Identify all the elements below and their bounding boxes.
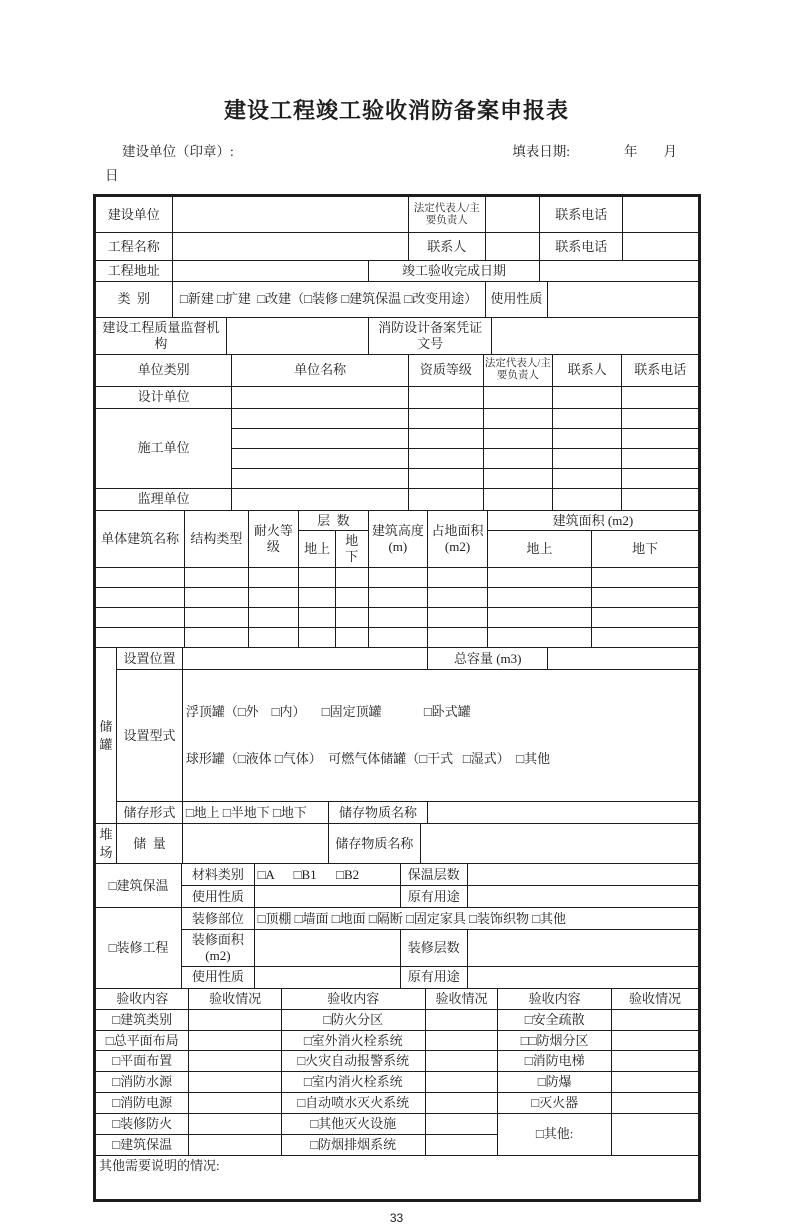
acceptance-status-header-2: 验收情况 [425,988,497,1009]
construction-row-input[interactable] [483,448,552,468]
acceptance-table [95,988,699,1156]
usage-nature-input[interactable] [548,281,699,317]
acceptance-status-input[interactable] [612,1114,699,1156]
notes-section [95,1155,699,1200]
yard-material-label: 储存物质名称 [328,824,420,864]
acceptance-status-input[interactable] [189,1030,281,1051]
acceptance-status-input[interactable] [425,1093,497,1114]
acceptance-item-checkbox[interactable]: □装修防火 [96,1114,189,1135]
phone-label-1: 联系电话 [540,197,623,233]
insulation-material-type-label: 材料类别 [182,864,254,886]
completion-date-input[interactable] [539,261,698,282]
unit-seal-label: 建设单位（印章）: [122,144,234,159]
acceptance-item-checkbox[interactable]: □建筑保温 [96,1134,189,1155]
acceptance-content-header-2: 验收内容 [281,988,425,1009]
tank-capacity-label: 总容量 (m3) [428,648,548,670]
design-unit-phone-input[interactable] [622,386,699,408]
insulation-section-checkbox[interactable]: □建筑保温 [96,864,182,908]
building-row-input[interactable] [428,608,488,628]
construction-row-input[interactable] [622,408,699,428]
acceptance-status-input[interactable] [612,1051,699,1072]
supervision-unit-legal-rep-input[interactable] [483,488,552,510]
acceptance-status-input[interactable] [425,1114,497,1135]
address-label: 工程地址 [96,261,173,282]
basic-info-rows-1-2 [95,196,699,261]
building-row-input[interactable] [592,588,699,608]
building-row-input[interactable] [428,588,488,608]
acceptance-content-header-1: 验收内容 [96,988,189,1009]
acceptance-status-input[interactable] [425,1030,497,1051]
tank-location-label: 设置位置 [117,648,183,670]
tank-form-label: 储存形式 [117,802,183,824]
address-input[interactable] [172,261,369,282]
quality-org-row [95,317,699,355]
construction-unit-input[interactable] [172,197,408,233]
acceptance-item-checkbox[interactable]: □灭火器 [498,1093,612,1114]
acceptance-status-input[interactable] [425,1009,497,1030]
other-notes-area[interactable]: 其他需要说明的情况: [96,1155,699,1199]
tank-type-checkboxes[interactable] [182,670,698,802]
units-col-name: 单位名称 [232,354,409,386]
building-row-input[interactable] [592,568,699,588]
completion-date-label: 竣工验收完成日期 [369,261,540,282]
acceptance-status-input[interactable] [425,1072,497,1093]
decoration-area-label: 装修面积 (m2) [182,930,254,967]
building-row-input[interactable] [185,588,248,608]
fill-date-label: 填表日期: [512,144,570,159]
design-unit-contact-input[interactable] [553,386,622,408]
tank-type-line-2[interactable]: 球形罐（□液体 □气体） 可燃气体储罐（□干式 □湿式） □其他 [185,751,551,767]
construction-row-input[interactable] [232,408,409,428]
building-row-input[interactable] [299,568,336,588]
contact-label: 联系人 [408,233,485,261]
project-name-input[interactable] [172,233,408,261]
construction-row-input[interactable] [622,448,699,468]
building-row-input[interactable] [299,608,336,628]
building-row-input[interactable] [487,568,591,588]
acceptance-other-checkbox[interactable]: □其他: [498,1114,612,1156]
month-label: 月 [663,144,677,159]
acceptance-item-checkbox[interactable]: □室外消火栓系统 [281,1030,425,1051]
usage-nature-label: 使用性质 [485,281,548,317]
units-col-phone: 联系电话 [622,354,699,386]
decoration-layers-label: 装修层数 [400,930,468,967]
building-row-input[interactable] [487,588,591,608]
building-row-input[interactable] [299,628,336,648]
acceptance-status-input[interactable] [189,1114,281,1135]
building-row-input[interactable] [428,628,488,648]
acceptance-item-checkbox[interactable]: □消防电梯 [498,1051,612,1072]
building-row-input[interactable] [185,568,248,588]
building-row-input[interactable] [487,608,591,628]
design-record-doc-label: 消防设计备案凭证文号 [369,317,492,354]
acceptance-item-checkbox[interactable]: □安全疏散 [498,1009,612,1030]
construction-row-input[interactable] [232,428,409,448]
acceptance-status-input[interactable] [612,1009,699,1030]
buildings-table [95,510,699,649]
buildings-col-floors: 层 数 [299,510,368,531]
construction-row-input[interactable] [622,428,699,448]
acceptance-status-input[interactable] [425,1134,497,1155]
acceptance-item-checkbox[interactable]: □其他灭火设施 [281,1114,425,1135]
decoration-original-use-input[interactable] [468,966,699,988]
basic-info-row-3 [95,260,699,282]
building-row-input[interactable] [335,628,368,648]
acceptance-status-input[interactable] [189,1134,281,1155]
construction-row-input[interactable] [553,468,622,488]
acceptance-item-checkbox[interactable]: □消防电源 [96,1093,189,1114]
building-row-input[interactable] [96,628,185,648]
acceptance-status-input[interactable] [612,1072,699,1093]
acceptance-item-checkbox[interactable]: □□防烟分区 [498,1030,612,1051]
insulation-usage-label: 使用性质 [182,886,254,908]
decoration-original-use-label: 原有用途 [400,966,468,988]
yard-quantity-label: 储 量 [117,824,183,864]
yard-section [95,823,699,864]
yard-quantity-input[interactable] [182,824,328,864]
insulation-original-use-input[interactable] [468,886,699,908]
tank-type-label: 设置型式 [117,670,183,802]
tank-capacity-input[interactable] [548,648,699,670]
building-row-input[interactable] [96,588,185,608]
supervision-unit-phone-input[interactable] [622,488,699,510]
supervision-unit-qualification-input[interactable] [408,488,483,510]
acceptance-status-header-1: 验收情况 [189,988,281,1009]
application-form-table [93,194,701,1202]
building-row-input[interactable] [368,588,428,608]
building-row-input[interactable] [185,628,248,648]
building-row-input[interactable] [592,628,699,648]
acceptance-item-checkbox[interactable]: □自动喷水灭火系统 [281,1093,425,1114]
buildings-col-name: 单体建筑名称 [96,510,185,568]
building-row-input[interactable] [185,608,248,628]
construction-unit-label: 建设单位 [96,197,173,233]
tank-form-checkboxes[interactable]: □地上 □半地下 □地下 [182,802,328,824]
decoration-area-input[interactable] [254,930,400,967]
decoration-parts-checkboxes[interactable]: □顶棚 □墙面 □地面 □隔断 □固定家具 □装饰织物 □其他 [254,908,698,930]
insulation-original-use-label: 原有用途 [400,886,468,908]
decoration-usage-label: 使用性质 [182,966,254,988]
building-row-input[interactable] [335,608,368,628]
insulation-layers-input[interactable] [468,864,699,886]
building-row-input[interactable] [335,588,368,608]
acceptance-status-input[interactable] [189,1093,281,1114]
building-row-input[interactable] [248,628,299,648]
phone-input-2[interactable] [623,233,699,261]
construction-row-input[interactable] [622,468,699,488]
day-label: 日 [105,168,119,183]
supervision-unit-contact-input[interactable] [553,488,622,510]
acceptance-item-checkbox[interactable]: □火灾自动报警系统 [281,1051,425,1072]
construction-row-input[interactable] [553,428,622,448]
buildings-col-area: 建筑面积 (m2) [487,510,698,531]
tank-material-label: 储存物质名称 [328,802,427,824]
tank-material-input[interactable] [428,802,699,824]
acceptance-item-checkbox[interactable]: □防烟排烟系统 [281,1134,425,1155]
design-unit-legal-rep-input[interactable] [483,386,552,408]
acceptance-item-checkbox[interactable]: □防火分区 [281,1009,425,1030]
insulation-usage-input[interactable] [254,886,400,908]
building-row-input[interactable] [592,608,699,628]
construction-row-input[interactable] [483,428,552,448]
construction-row-input[interactable] [553,408,622,428]
construction-row-input[interactable] [408,408,483,428]
buildings-col-height: 建筑高度 (m) [368,510,428,568]
building-row-input[interactable] [299,588,336,608]
floors-below-label: 地下 [335,531,368,568]
page-title: 建设工程竣工验收消防备案申报表 [223,98,569,123]
area-below-label: 地下 [592,531,699,568]
acceptance-status-input[interactable] [612,1030,699,1051]
building-row-input[interactable] [368,568,428,588]
construction-row-input[interactable] [553,448,622,468]
acceptance-status-header-3: 验收情况 [612,988,699,1009]
phone-input-1[interactable] [623,197,699,233]
category-row [95,281,699,318]
building-row-input[interactable] [248,568,299,588]
acceptance-item-checkbox[interactable]: □防爆 [498,1072,612,1093]
tank-location-input[interactable] [182,648,427,670]
construction-unit-group-label: 施工单位 [96,408,232,488]
design-unit-input[interactable] [232,386,409,408]
yard-material-input[interactable] [420,824,698,864]
buildings-col-footprint: 占地面积 (m2) [428,510,488,568]
category-label: 类 别 [96,281,173,317]
tank-section [95,647,699,824]
design-record-doc-input[interactable] [492,317,699,354]
construction-row-input[interactable] [483,408,552,428]
acceptance-content-header-3: 验收内容 [498,988,612,1009]
construction-row-input[interactable] [408,428,483,448]
insulation-material-checkboxes[interactable]: □A □B1 □B2 [254,864,400,886]
construction-row-input[interactable] [408,448,483,468]
acceptance-status-input[interactable] [425,1051,497,1072]
buildings-col-structure: 结构类型 [185,510,248,568]
acceptance-status-input[interactable] [612,1093,699,1114]
tank-type-line-1[interactable]: 浮顶罐（□外 □内） □固定顶罐 □卧式罐 [185,703,471,719]
year-label: 年 [624,144,638,159]
construction-row-input[interactable] [232,468,409,488]
project-name-label: 工程名称 [96,233,173,261]
units-col-type: 单位类别 [96,354,232,386]
building-row-input[interactable] [248,608,299,628]
construction-row-input[interactable] [483,468,552,488]
acceptance-status-input[interactable] [189,1051,281,1072]
quality-org-input[interactable] [226,317,368,354]
acceptance-status-input[interactable] [189,1072,281,1093]
page-number: 33 [389,1210,404,1225]
intro-block [105,140,700,184]
units-col-qualification: 资质等级 [408,354,483,386]
building-row-input[interactable] [428,568,488,588]
buildings-col-fire-rating: 耐火等级 [248,510,299,568]
acceptance-status-input[interactable] [189,1009,281,1030]
fill-date-group [512,140,677,160]
units-col-legal-rep: 法定代表人/主要负责人 [483,354,552,386]
acceptance-item-checkbox[interactable]: □室内消火栓系统 [281,1072,425,1093]
decoration-layers-input[interactable] [468,930,699,967]
design-unit-qualification-input[interactable] [408,386,483,408]
acceptance-item-checkbox[interactable]: □平面布置 [96,1051,189,1072]
phone-label-2: 联系电话 [540,233,623,261]
supervision-unit-input[interactable] [232,488,409,510]
building-row-input[interactable] [96,608,185,628]
insulation-layers-label: 保温层数 [400,864,468,886]
legal-rep-input[interactable] [485,197,540,233]
acceptance-item-checkbox[interactable]: □建筑类别 [96,1009,189,1030]
decoration-parts-label: 装修部位 [182,908,254,930]
yard-group-label: 堆场 [96,824,117,864]
contact-input[interactable] [485,233,540,261]
building-row-input[interactable] [368,608,428,628]
building-row-input[interactable] [335,568,368,588]
area-above-label: 地上 [487,531,591,568]
acceptance-item-checkbox[interactable]: □消防水源 [96,1072,189,1093]
acceptance-item-checkbox[interactable]: □总平面布局 [96,1030,189,1051]
construction-row-input[interactable] [232,448,409,468]
tank-group-label: 储罐 [96,648,117,824]
design-unit-label: 设计单位 [96,386,232,408]
construction-row-input[interactable] [408,468,483,488]
legal-rep-label: 法定代表人/主要负责人 [408,197,485,233]
quality-org-label: 建设工程质量监督机构 [96,317,227,354]
supervision-unit-label: 监理单位 [96,488,232,510]
decoration-section-checkbox[interactable]: □装修工程 [96,908,182,989]
building-row-input[interactable] [96,568,185,588]
building-row-input[interactable] [248,588,299,608]
floors-above-label: 地上 [299,531,336,568]
building-row-input[interactable] [487,628,591,648]
units-table [95,354,699,511]
units-col-contact: 联系人 [553,354,622,386]
decoration-usage-input[interactable] [254,966,400,988]
category-checkboxes[interactable]: □新建 □扩建 □改建（□装修 □建筑保温 □改变用途） [172,281,485,317]
insulation-decoration-section [95,863,699,989]
building-row-input[interactable] [368,628,428,648]
